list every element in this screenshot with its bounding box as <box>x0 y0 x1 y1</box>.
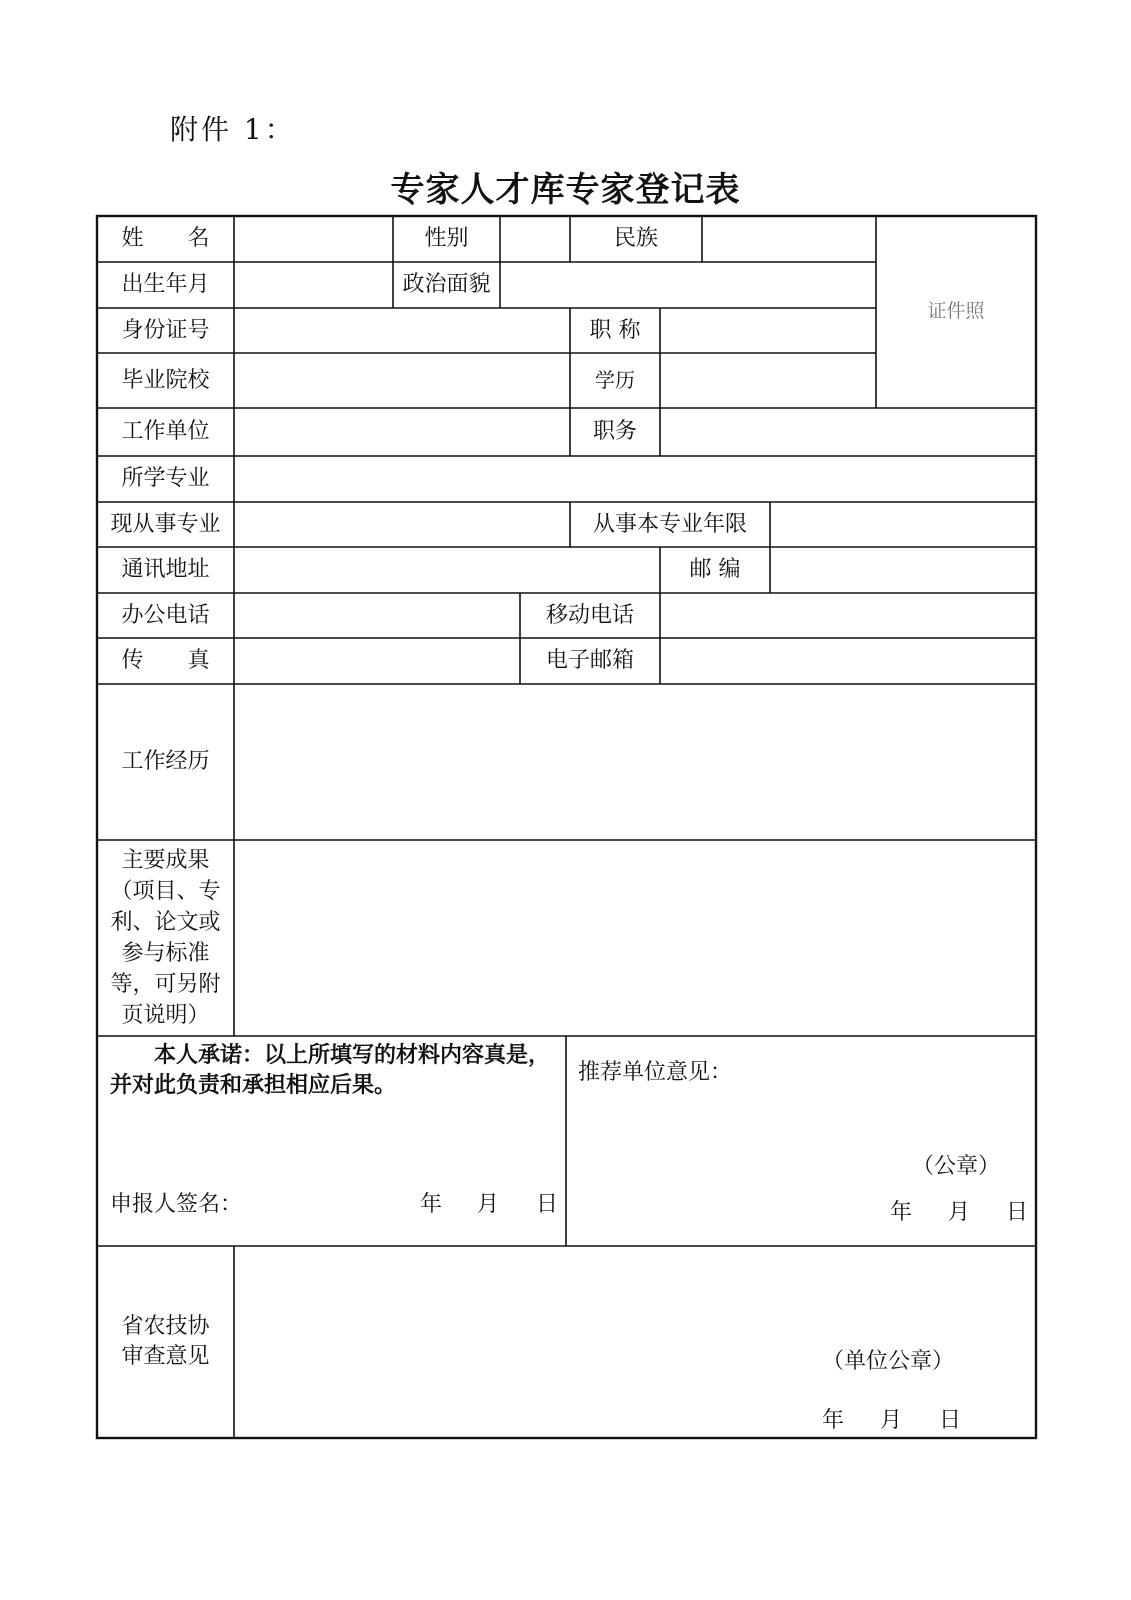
office-phone-label: 办公电话 <box>121 602 210 628</box>
mobile-field[interactable] <box>660 593 1036 638</box>
postcode-field[interactable] <box>770 547 1036 593</box>
ethnicity-field[interactable] <box>702 216 876 262</box>
school-label: 毕业院校 <box>121 367 210 393</box>
signature-label: 申报人签名： <box>110 1192 243 1217</box>
office-phone-field[interactable] <box>234 593 520 638</box>
review-year: 年 <box>822 1408 845 1433</box>
provincial-review-field[interactable] <box>234 1246 1036 1438</box>
review-month: 月 <box>880 1408 903 1433</box>
id-number-label: 身份证号 <box>121 317 210 343</box>
provincial-review-label: 省农技协审查意见 <box>121 1314 210 1369</box>
work-history-label: 工作经历 <box>121 749 210 775</box>
name-field[interactable] <box>234 216 393 262</box>
achievements-label: 主要成果（项目、专利、论文或参与标准等，可另附页说明） <box>110 848 221 1028</box>
years-label: 从事本专业年限 <box>592 511 747 537</box>
work-history-field[interactable] <box>234 684 1036 840</box>
job-title-label: 职 称 <box>589 317 641 343</box>
form-title: 专家人才库专家登记表 <box>390 170 741 210</box>
promise-text: 本人承诺：以上所填写的材料内容真是，并对此负责和承担相应后果。 <box>110 1042 551 1098</box>
fax-label: 传 真 <box>121 648 210 674</box>
recommend-seal: （公章） <box>912 1154 1001 1179</box>
id-number-field[interactable] <box>234 308 570 353</box>
photo-area[interactable]: 证件照 <box>927 300 985 323</box>
address-field[interactable] <box>234 547 660 593</box>
current-major-label: 现从事专业 <box>110 511 221 537</box>
attachment-label: 附件 1： <box>170 113 296 146</box>
mobile-label: 移动电话 <box>545 602 634 628</box>
recommend-title: 推荐单位意见： <box>578 1060 733 1085</box>
birth-field[interactable] <box>234 262 393 308</box>
fax-field[interactable] <box>234 638 520 684</box>
review-seal: （单位公章） <box>822 1349 955 1374</box>
position-label: 职务 <box>592 419 637 445</box>
gender-label: 性别 <box>424 226 469 252</box>
major-label: 所学专业 <box>121 466 210 492</box>
email-field[interactable] <box>660 638 1036 684</box>
recommend-month: 月 <box>948 1200 971 1225</box>
achievements-field[interactable] <box>234 840 1036 1036</box>
education-field[interactable] <box>660 353 876 408</box>
promise-month: 月 <box>477 1192 500 1217</box>
years-field[interactable] <box>770 502 1036 547</box>
school-field[interactable] <box>234 353 570 408</box>
current-major-field[interactable] <box>234 502 570 547</box>
review-day: 日 <box>939 1408 962 1433</box>
ethnicity-label: 民族 <box>613 226 658 252</box>
address-label: 通讯地址 <box>121 557 210 583</box>
education-label: 学历 <box>595 368 635 392</box>
political-field[interactable] <box>500 262 876 308</box>
postcode-label: 邮 编 <box>689 557 741 583</box>
gender-field[interactable] <box>500 216 570 262</box>
name-label: 姓 名 <box>121 226 210 252</box>
work-unit-label: 工作单位 <box>121 419 210 445</box>
birth-label: 出生年月 <box>121 272 210 298</box>
recommend-day: 日 <box>1006 1200 1029 1225</box>
recommend-year: 年 <box>890 1200 913 1225</box>
political-label: 政治面貌 <box>402 272 491 298</box>
position-field[interactable] <box>660 408 1036 456</box>
job-title-field[interactable] <box>660 308 876 353</box>
work-unit-field[interactable] <box>234 408 570 456</box>
promise-year: 年 <box>420 1192 443 1217</box>
promise-day: 日 <box>536 1192 559 1217</box>
email-label: 电子邮箱 <box>545 648 634 674</box>
major-field[interactable] <box>234 456 1036 502</box>
